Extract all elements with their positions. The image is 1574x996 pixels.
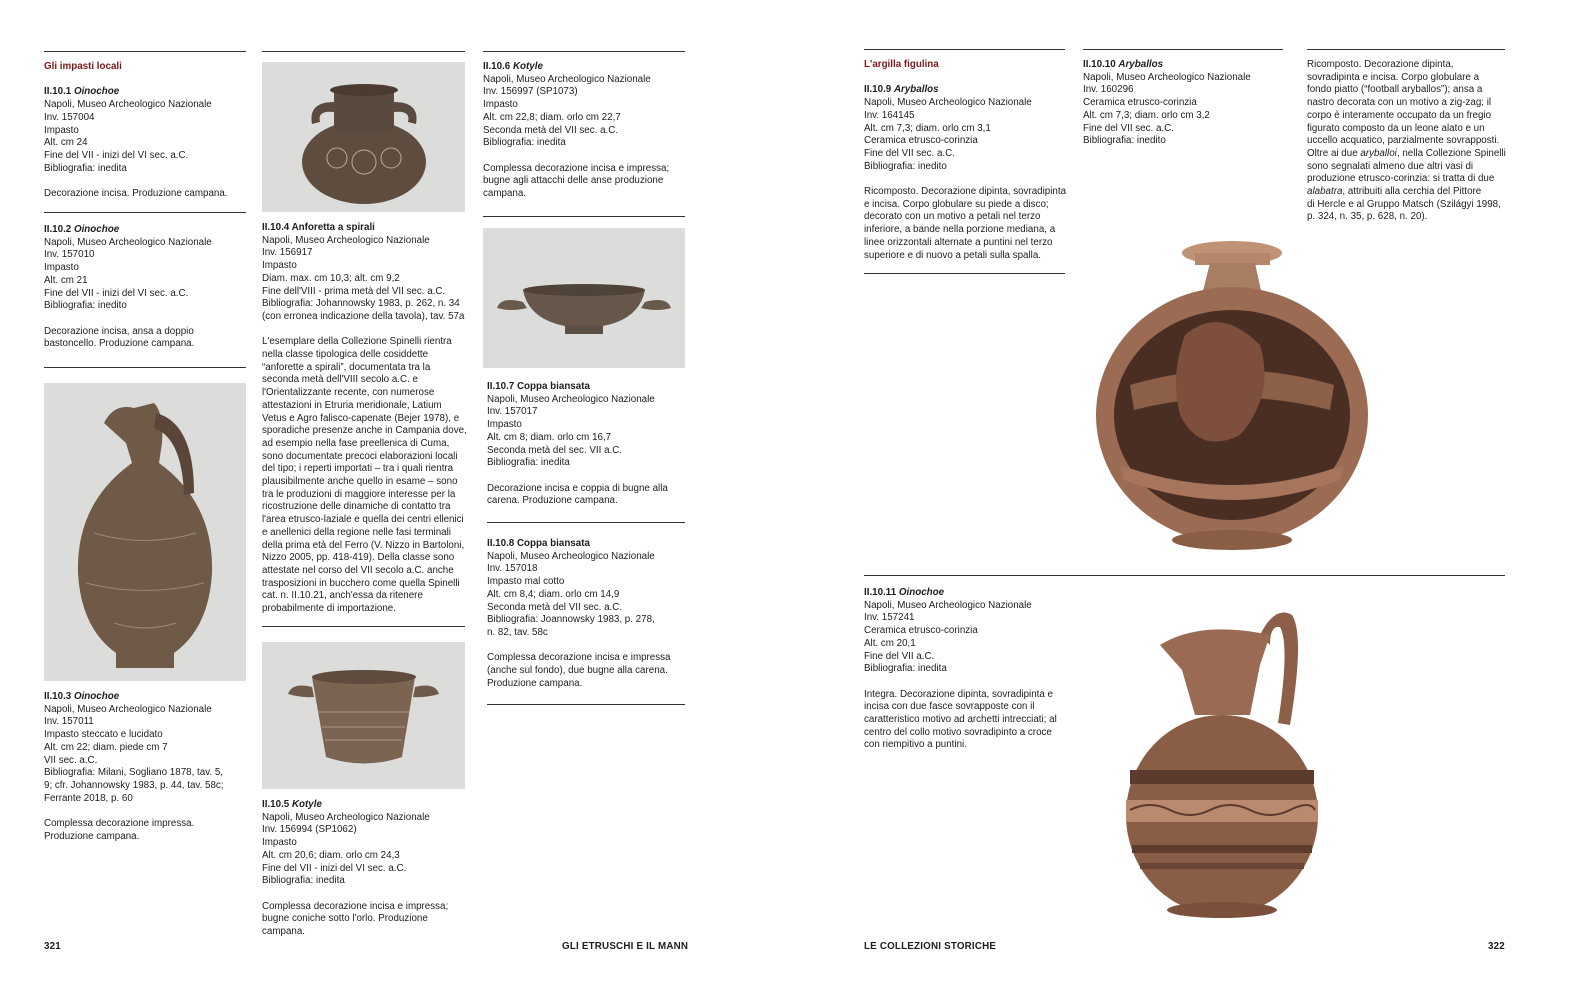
rule	[487, 704, 685, 705]
catalog-number: II.10.6	[483, 61, 511, 72]
catalog-number: II.10.1	[44, 86, 72, 98]
object-name: Oinochoe	[898, 587, 945, 598]
object-name: Anforetta a spirali	[291, 222, 375, 233]
object-name: Coppa biansata	[516, 538, 590, 549]
photo-oinochoe-ii-10-3	[44, 383, 246, 681]
description: Complessa decorazione incisa e impressa; bugne coniche sotto l'orlo. Produzione campana.	[262, 900, 449, 938]
rule	[44, 51, 246, 52]
running-title-left: GLI ETRUSCHI E IL MANN	[562, 941, 689, 952]
object-name: Aryballos	[1118, 59, 1164, 70]
description: Complessa decorazione incisa e impressa (anche sul fondo), due bugne alla carena. Produzione campana.	[487, 652, 671, 689]
description: L'esemplare della Collezione Spinelli rientra nella classe tipologica delle cosiddette “anforette a spirali”, documentata tra la seconda metà dell'VIII secolo a.C. e l'Orientalizzante recente, con numerose attestazioni in Etruria meridionale, Latium Vetus e Agro falisco-capenate (Bejer 1978), e sporadiche presenze anche in Campania dove, ad esempio nella fase preellenica di Cuma, sono documentate precoci elaborazioni locali del tipo; i reperti importati – tra i quali rientra plausibilmente anche quello in esame – sono tra le produzioni di maggiore interesse per la ricostruzione delle dinamiche di contatto tra l'area etrusco-laziale e quella dei centri ellenici e anellenici della regione nelle fasi terminali della prima età del Ferro (V. Nizzo in Bartoloni, Nizzo 2005, pp. 418-419). Della classe sono attestate nel corso del VII secolo a.C. anche trasposizioni in bucchero come quella Spinelli cat. n. II.10.21, anch'essa da ritenere probabilmente di importazione.	[262, 336, 467, 615]
object-name: Kotyle	[291, 799, 322, 810]
rule	[864, 49, 1065, 50]
object-name: Oinochoe	[73, 224, 120, 235]
rule	[262, 626, 465, 627]
object-name: Coppa biansata	[516, 381, 590, 392]
rule	[262, 51, 465, 52]
catalog-number: II.10.5	[262, 799, 290, 810]
entry-ii-10-4: II.10.4 Anforetta a spirali Napoli, Museo Archeologico Nazionale Inv. 156917 Impasto Diam. max. cm 10,3; alt. cm 9,2 Fine dell'VIII - prima metà del VII sec. a.C. Bibliografia: Johannowsky 1983, p. 262, n. 34 (con erronea indicazione della tavola), tav. 57a L'esemplare della Collezione Spinelli rientra nella classe tipologica delle cosiddette “anforette a spirali”, documentata tra la seconda metà dell'VIII secolo a.C. e l'Orientalizzante recente, con numerose attestazioni in Etruria meridionale, Latium Vetus e Agro falisco-capenate (Bejer 1978), e sporadiche presenze anche in Campania dove, ad esempio nella fase preellenica di Cuma, sono documentate precoci elaborazioni locali del tipo; i reperti importati – tra i quali rientra plausibilmente anche quello in esame – sono tra le produzioni di maggiore interesse per la ricostruzione delle dinamiche di contatto tra l'area etrusco-laziale e quella dei centri ellenici e anellenici della regione nelle fasi terminali della prima età del Ferro (V. Nizzo in Bartoloni, Nizzo 2005, pp. 418-419). Della classe sono attestate nel corso del VII secolo a.C. anche trasposizioni in bucchero come quella Spinelli cat. n. II.10.21, anch'essa da ritenere probabilmente di importazione.	[262, 222, 467, 615]
catalog-number: II.10.4	[262, 222, 290, 233]
object-name: Oinochoe	[73, 691, 120, 702]
rule	[1083, 49, 1283, 50]
description: Decorazione incisa. Produzione campana.	[44, 188, 228, 199]
page-number-left: 321	[44, 941, 61, 952]
entry-ii-10-2: II.10.2 Oinochoe Napoli, Museo Archeologico Nazionale Inv. 157010 Impasto Alt. cm 21 Fine del VII - inizi del VI sec. a.C. Bibliografia: inedito Decorazione incisa, ansa a doppio bastoncello. Produzione campana.	[44, 224, 214, 351]
description: Decorazione incisa, ansa a doppio bastoncello. Produzione campana.	[44, 325, 195, 350]
description: Integra. Decorazione dipinta, sovradipinta e incisa con due fasce sovrapposte con il caratteristico motivo ad archetti intrecciati; al centro del collo motivo sovradipinto a croce con riempitivo a puntini.	[864, 688, 1057, 751]
section-title: Gli impasti locali	[44, 61, 122, 72]
entry-ii-10-9: L'argilla figulina II.10.9 Aryballos Napoli, Museo Archeologico Nazionale Inv. 164145 Alt. cm 7,3; diam. orlo cm 3,1 Ceramica etrusco-corinzia Fine del VII sec. a.C. Bibliografia: inedito Ricomposto. Decorazione dipinta, sovradipinta e incisa. Corpo globulare su piede a disco; decorato con un motivo a petali nel terzo inferiore, a bande nella porzione mediana, a linee orizzontali alternate a puntini nel terzo superiore e di nuovo a petali sulla spalla.	[864, 59, 1069, 262]
rule	[44, 367, 246, 368]
rule	[483, 216, 685, 217]
rule	[864, 273, 1065, 274]
entry-ii-10-3: II.10.3 Oinochoe Napoli, Museo Archeologico Nazionale Inv. 157011 Impasto steccato e lucidato Alt. cm 22; diam. piede cm 7 VII sec. a.C. Bibliografia: Milani, Sogliano 1878, tav. 5, 9; cfr. Johannowsky 1983, p. 44, tav. 58c; Ferrante 2018, p. 60 Complessa decorazione impressa. Produzione campana.	[44, 691, 246, 843]
photo-kotyle-ii-10-5	[262, 642, 465, 789]
object-name: Aryballos	[893, 84, 939, 96]
entry-ii-10-7: II.10.7 Coppa biansata Napoli, Museo Archeologico Nazionale Inv. 157017 Impasto Alt. cm 8; diam. orlo cm 16,7 Seconda metà del sec. VII a.C. Bibliografia: inedita Decorazione incisa e coppia di bugne alla carena. Produzione campana.	[487, 381, 685, 508]
photo-oinochoe-ii-10-11	[1110, 605, 1330, 920]
rule	[1307, 49, 1505, 50]
description: Complessa decorazione impressa. Produzione campana.	[44, 818, 195, 842]
catalog-number: II.10.9	[864, 84, 892, 96]
rule	[487, 522, 685, 523]
running-title-right: LE COLLEZIONI STORICHE	[864, 941, 997, 952]
page-number-right: 322	[1488, 941, 1505, 952]
object-name: Kotyle	[512, 61, 543, 72]
entry-ii-10-10-description: Ricomposto. Decorazione dipinta, sovradipinta e incisa. Corpo globulare a fondo piatto (“football aryballos”); ansa a nastro decorata con un motivo a zig-zag; il corpo è interamente occupato da un fregio figurato composto da un leone alato e un uccello acquatico, parzialmente sovrapposti. Oltre ai due aryballoi, nella Collezione Spinelli sono segnalati almeno due altri vasi di produzione etrusco-corinzia: si tratta di due alabatra, attribuiti alla cerchia del Pittore di Hercle e al Gruppo Matsch (Szilágyi 1998, p. 324, n. 35, p. 628, n. 20).	[1307, 59, 1506, 223]
photo-coppa-ii-10-7	[483, 228, 685, 368]
photo-anforetta-ii-10-4	[262, 62, 465, 212]
entry-ii-10-8: II.10.8 Coppa biansata Napoli, Museo Archeologico Nazionale Inv. 157018 Impasto mal cotto Alt. cm 8,4; diam. orlo cm 14,9 Seconda metà del VII sec. a.C. Bibliografia: Joannowsky 1983, p. 278, n. 82, tav. 58c Complessa decorazione incisa e impressa (anche sul fondo), due bugne alla carena. Produzione campana.	[487, 538, 685, 690]
catalog-number: II.10.7	[487, 381, 515, 392]
catalog-number: II.10.3	[44, 691, 72, 702]
catalog-number: II.10.11	[864, 587, 897, 598]
rule	[44, 212, 246, 213]
object-name: Oinochoe	[73, 86, 120, 98]
entry-ii-10-11: II.10.11 Oinochoe Napoli, Museo Archeologico Nazionale Inv. 157241 Ceramica etrusco-corinzia Alt. cm 20,1 Fine del VII a.C. Bibliografia: inedita Integra. Decorazione dipinta, sovradipinta e incisa con due fasce sovrapposte con il caratteristico motivo ad archetti intrecciati; al centro del collo motivo sovradipinto a croce con riempitivo a puntini.	[864, 587, 1069, 752]
catalog-number: II.10.2	[44, 224, 72, 235]
description: Ricomposto. Decorazione dipinta, sovradipinta e incisa. Corpo globulare su piede a disco; decorato con un motivo a petali nel terzo inferiore, a bande nella porzione mediana, a linee orizzontali alternate a puntini nel terzo superiore e di nuovo a petali sulla spalla.	[864, 186, 1067, 261]
entry-ii-10-10: II.10.10 Aryballos Napoli, Museo Archeologico Nazionale Inv. 160296 Ceramica etrusco-corinzia Alt. cm 7,3; diam. orlo cm 3,2 Fine del VII sec. a.C. Bibliografia: inedito	[1083, 59, 1251, 147]
entry-ii-10-1: Gli impasti locali II.10.1 Oinochoe Napoli, Museo Archeologico Nazionale Inv. 157004 Impasto Alt. cm 24 Fine del VII - inizi del VI sec. a.C. Bibliografia: inedita Decorazione incisa. Produzione campana.	[44, 61, 246, 201]
photo-aryballos-ii-10-10	[1090, 235, 1375, 560]
description: Complessa decorazione incisa e impressa; bugne agli attacchi delle anse produzione campana.	[483, 162, 670, 200]
rule	[864, 575, 1505, 576]
entry-ii-10-5: II.10.5 Kotyle Napoli, Museo Archeologico Nazionale Inv. 156994 (SP1062) Impasto Alt. cm 20,6; diam. orlo cm 24,3 Fine del VII - inizi del VI sec. a.C. Bibliografia: inedita Complessa decorazione incisa e impressa; bugne coniche sotto l'orlo. Produzione campana.	[262, 799, 465, 939]
catalog-number: II.10.10	[1083, 59, 1116, 70]
description: Decorazione incisa e coppia di bugne alla carena. Produzione campana.	[487, 482, 668, 507]
catalog-number: II.10.8	[487, 538, 515, 549]
rule	[483, 51, 685, 52]
entry-ii-10-6: II.10.6 Kotyle Napoli, Museo Archeologico Nazionale Inv. 156997 (SP1073) Impasto Alt. cm 22,8; diam. orlo cm 22,7 Seconda metà del VII sec. a.C. Bibliografia: inedita Complessa decorazione incisa e impressa; bugne agli attacchi delle anse produzione campana.	[483, 61, 685, 201]
section-title: L'argilla figulina	[864, 59, 939, 70]
